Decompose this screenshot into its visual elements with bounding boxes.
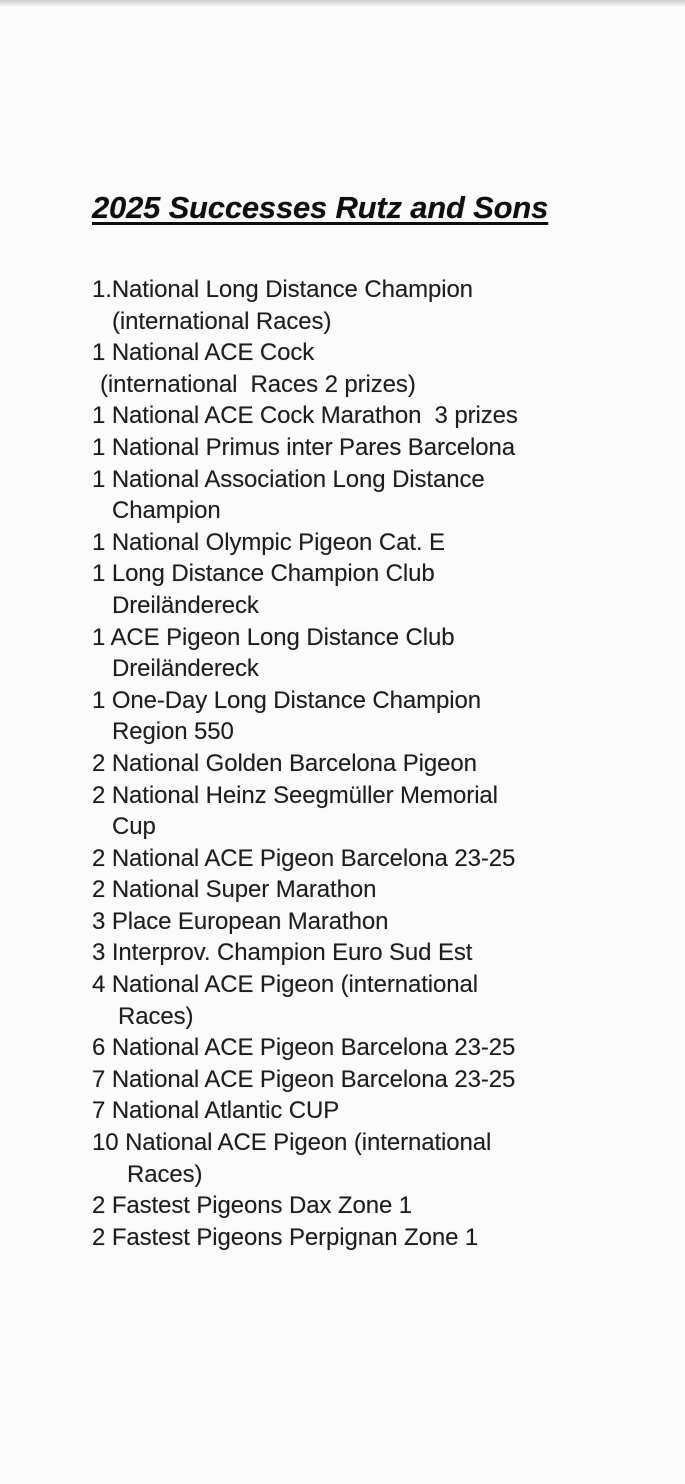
list-line: 3 Place European Marathon: [92, 907, 389, 935]
list-line: 4 National ACE Pigeon (international: [92, 971, 478, 999]
list-line: Dreiländereck: [112, 591, 259, 619]
achievement-list: [0, 274, 685, 1253]
list-line: Dreiländereck: [112, 655, 259, 683]
top-edge-shadow: [0, 0, 685, 6]
list-line: Cup: [112, 813, 156, 841]
list-line: 10 National ACE Pigeon (international: [92, 1129, 492, 1157]
list-line: Races): [127, 1160, 203, 1188]
list-line: (international Races 2 prizes): [100, 370, 416, 398]
list-line: 2 National Heinz Seegmüller Memorial: [92, 781, 498, 809]
list-line: 1 Long Distance Champion Club: [92, 560, 435, 588]
list-line: Region 550: [112, 718, 234, 746]
list-line: (international Races): [112, 307, 332, 335]
list-line: 3 Interprov. Champion Euro Sud Est: [92, 939, 473, 967]
list-line: 6 National ACE Pigeon Barcelona 23-25: [92, 1034, 516, 1062]
list-line: Champion: [112, 497, 221, 525]
list-line: 1 National ACE Cock Marathon 3 prizes: [92, 402, 518, 430]
list-line: 2 National ACE Pigeon Barcelona 23-25: [92, 844, 516, 872]
list-line: 1 National ACE Cock: [92, 339, 315, 367]
list-line: 1.National Long Distance Champion: [92, 276, 473, 303]
list-line: 1 National Olympic Pigeon Cat. E: [92, 528, 445, 556]
list-line: 1 National Association Long Distance: [92, 465, 485, 493]
list-line: 1 National Primus inter Pares Barcelona: [92, 433, 515, 461]
list-line: Races): [118, 1002, 194, 1030]
list-line: 7 National ACE Pigeon Barcelona 23-25: [92, 1065, 516, 1093]
list-line: 2 National Golden Barcelona Pigeon: [92, 749, 477, 777]
page-title: 2025 Successes Rutz and Sons: [92, 190, 549, 225]
list-line: 1 ACE Pigeon Long Distance Club: [92, 623, 455, 651]
list-line: 2 National Super Marathon: [92, 876, 377, 904]
list-line: 7 National Atlantic CUP: [92, 1097, 340, 1125]
list-line: 2 Fastest Pigeons Perpignan Zone 1: [92, 1223, 479, 1251]
list-line: 2 Fastest Pigeons Dax Zone 1: [92, 1192, 413, 1220]
list-line: 1 One-Day Long Distance Champion: [92, 686, 482, 714]
